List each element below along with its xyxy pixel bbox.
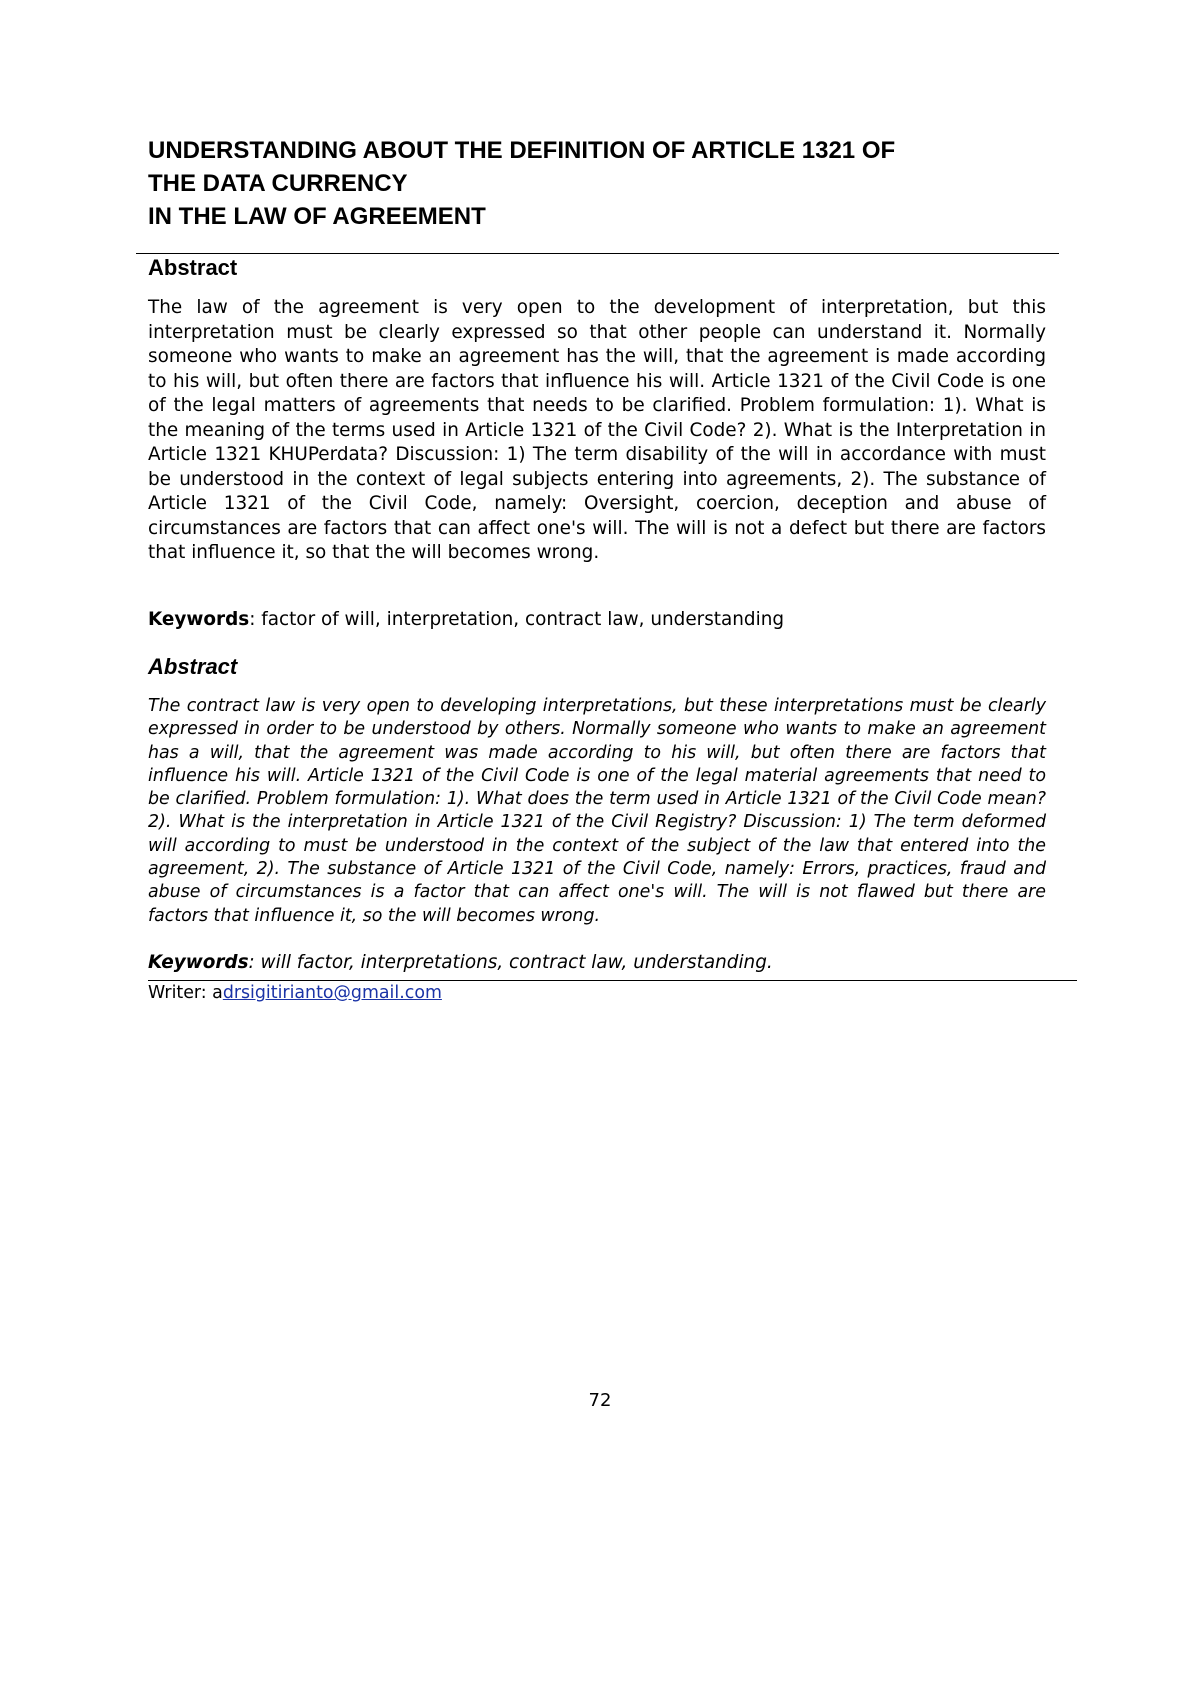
abstract-heading: Abstract (148, 255, 238, 280)
paper-title (148, 134, 1048, 233)
top-divider (136, 253, 1059, 254)
keywords-english (148, 952, 1068, 973)
keywords (148, 609, 1048, 630)
title-line-1: UNDERSTANDING ABOUT THE DEFINITION OF ARTICLE 1321 OF (148, 137, 896, 164)
title-line-2: THE DATA CURRENCY (148, 170, 408, 197)
writer-label: Writer: a (148, 983, 223, 1003)
writer-line (148, 983, 442, 1003)
title-line-3: IN THE LAW OF AGREEMENT (148, 203, 486, 230)
keywords-text: : factor of will, interpretation, contract law, understanding (249, 609, 785, 630)
keywords-label-english: Keywords (148, 952, 249, 973)
abstract-heading-english: Abstract (148, 654, 238, 679)
keywords-label: Keywords (148, 609, 250, 630)
writer-email-link[interactable]: drsigitirianto@gmail.com (222, 983, 442, 1003)
keywords-text-english: : will factor, interpretations, contract law, understanding. (248, 952, 773, 973)
bottom-divider (148, 980, 1077, 981)
abstract-body: The law of the agreement is very open to the development of interpretation, but this interpretation must be clearly expressed so that other people can understand it. Normally someone who wants to make an agreement has the will, that the agreement is made according to his will, but often there are factors that influence his will. Article 1321 of the Civil Code is one of the legal matters of agreements that needs to be clarified. Problem formulation: 1). What is the meaning of the terms used in Article 1321 of the Civil Code? 2). What is the Interpretation in Article 1321 KHUPerdata? Discussion: 1) The term disability of the will in accordance with must be understood in the context of legal subjects entering into agreements, 2). The substance of Article 1321 of the Civil Code, namely: Oversight, coercion, deception and abuse of circumstances are factors that can affect one's will. The will is not a defect but there are factors that influence it, so that the will becomes wrong. (148, 297, 1046, 563)
page-number: 72 (588, 1390, 612, 1411)
abstract-body-english: The contract law is very open to developing interpretations, but these interpretations must be clearly expressed in order to be understood by others. Normally someone who wants to make an agreement has a will, that the agreement was made according to his will, but often there are factors that influence his will. Article 1321 of the Civil Code is one of the legal material agreements that need to be clarified. Problem formulation: 1). What does the term used in Article 1321 of the Civil Code mean? 2). What is the interpretation in Article 1321 of the Civil Registry? Discussion: 1) The term deformed will according to must be understood in the context of the subject of the law that entered into the agreement, 2). The substance of Article 1321 of the Civil Code, namely: Errors, practices, fraud and abuse of circumstances is a factor that can affect one's will. The will is not flawed but there are factors that influence it, so the will becomes wrong. (148, 696, 1046, 926)
